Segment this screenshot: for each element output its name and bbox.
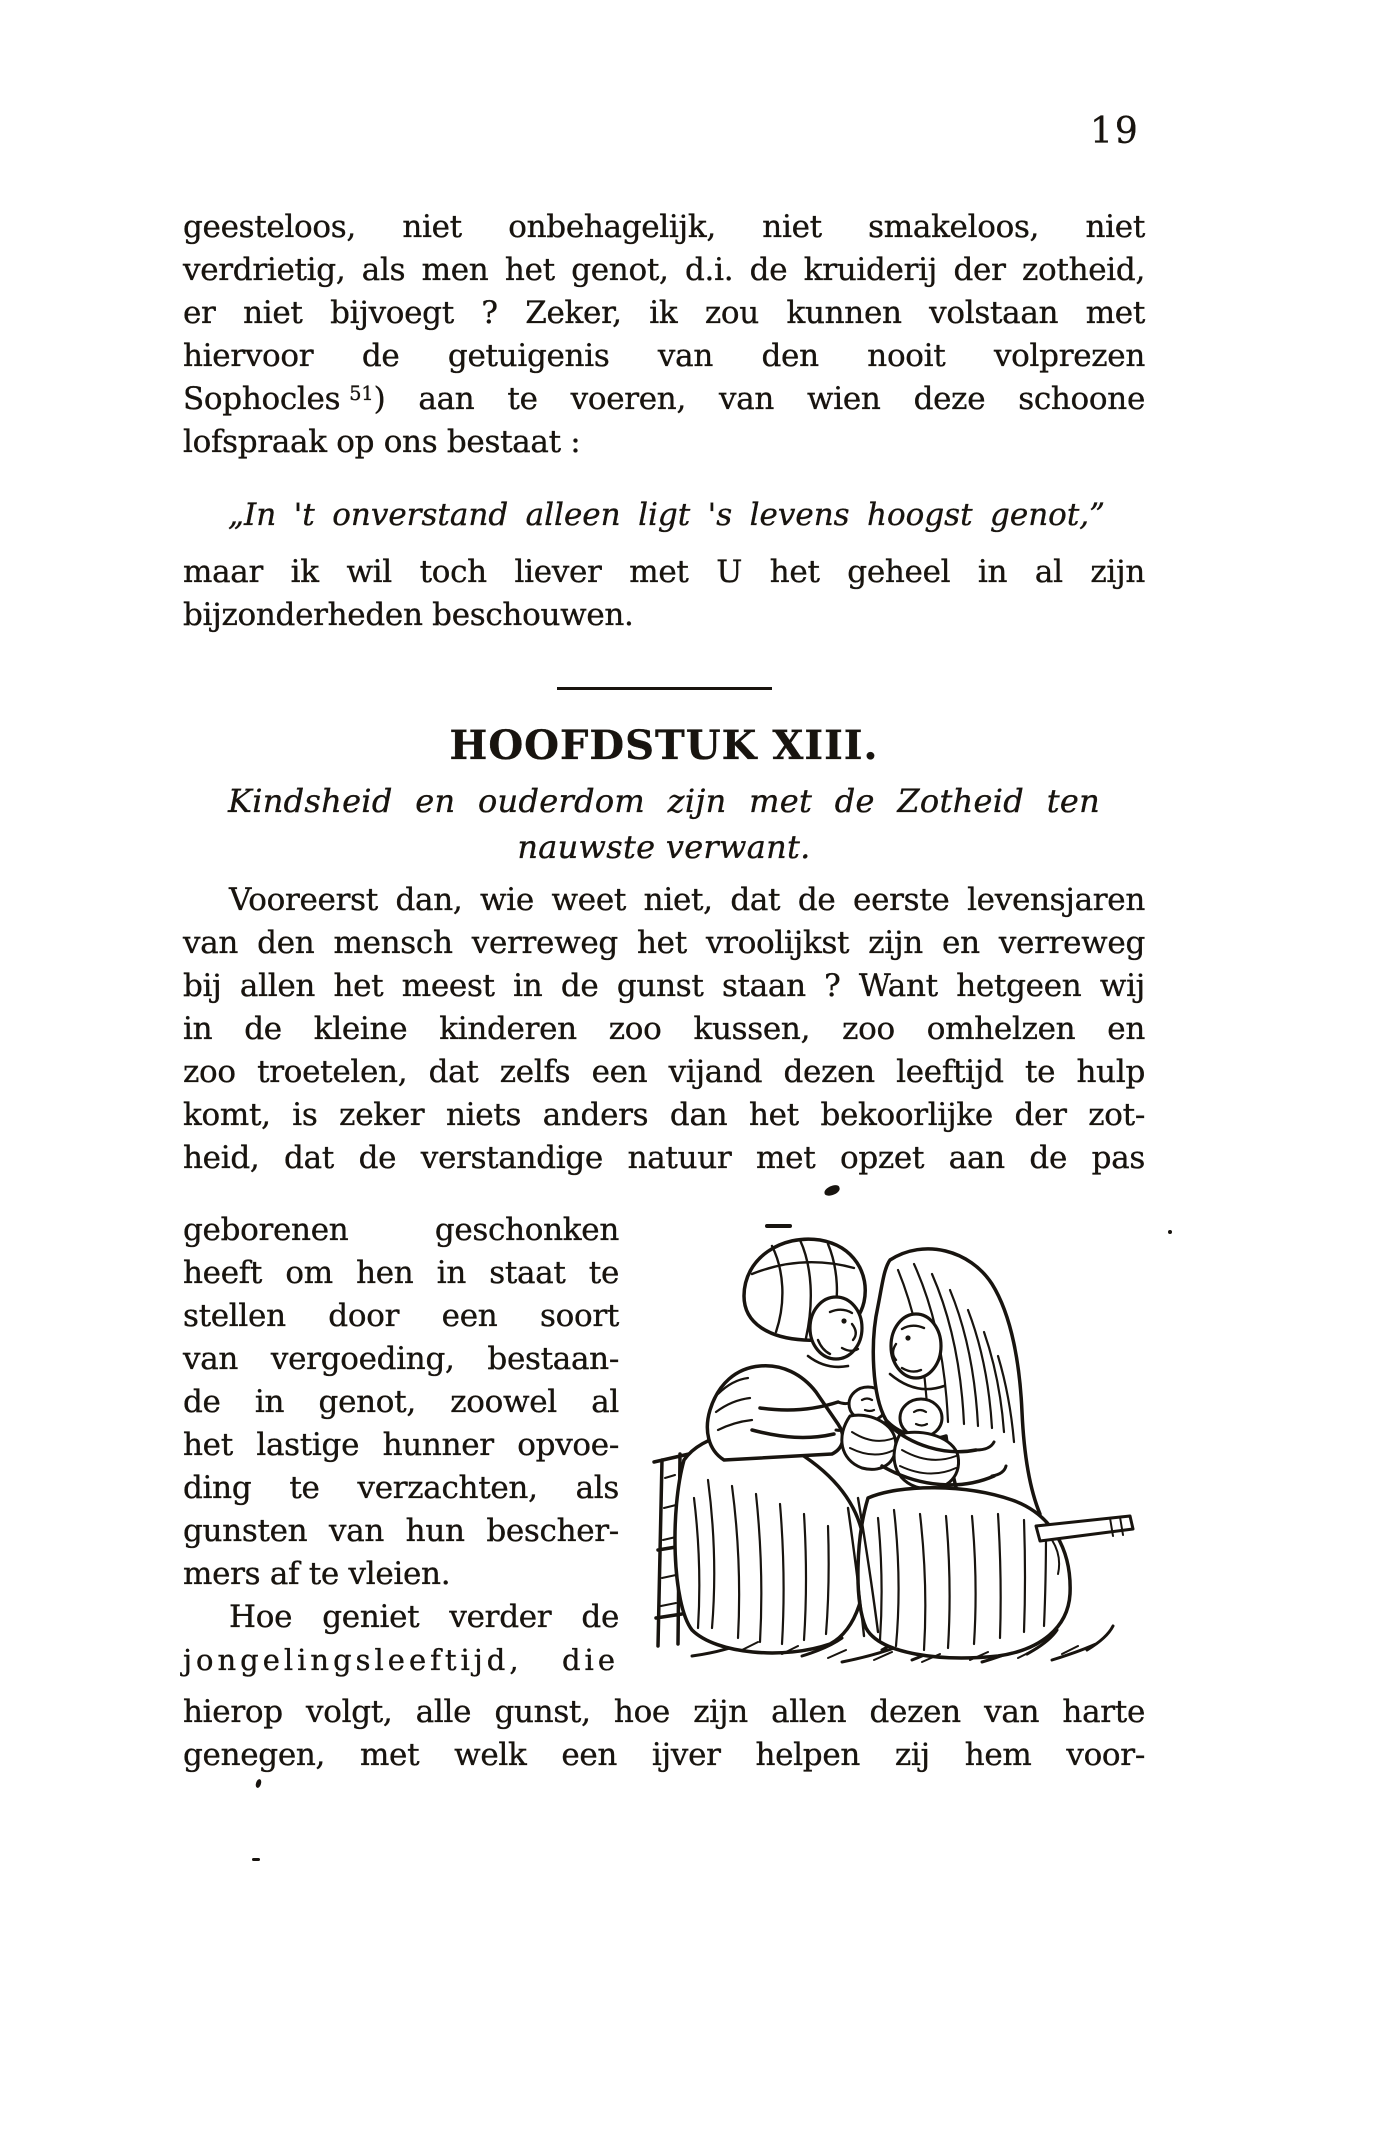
text-line-sophocles <box>183 378 1145 421</box>
sophocles-name: Sophocles <box>183 381 341 417</box>
section-divider <box>557 687 772 690</box>
verse-quote: „In 't onverstand alleen ligt 's levens hoogst genot,” <box>228 497 1105 533</box>
chapter-subtitle-line: nauwste verwant. <box>517 828 811 866</box>
page-number: 19 <box>1090 111 1140 152</box>
text-line: ding te verzachten, als <box>183 1470 619 1506</box>
ink-spot <box>823 1184 841 1198</box>
text-line: zoo troetelen, dat zelfs een vijand dezen leeftijd te hulp <box>183 1054 1145 1090</box>
text-line: hierop volgt, alle gunst, hoe zijn allen dezen van harte <box>183 1694 1145 1730</box>
text-line: de in genot, zoowel al <box>183 1384 619 1420</box>
text-line: geesteloos, niet onbehagelijk, niet smakeloos, niet <box>183 209 1145 245</box>
text-line: komt, is zeker niets anders dan het bekoorlijke der zot- <box>183 1097 1145 1133</box>
text-line: hiervoor de getuigenis van den nooit volprezen <box>183 338 1145 374</box>
woodcut-two-nurses-with-infants <box>632 1198 1207 1668</box>
text-line: van den mensch verreweg het vroolijkst zijn en verreweg <box>183 925 1145 961</box>
text-column-beside-illustration <box>183 1209 619 1682</box>
bottom-paragraph <box>183 1691 1145 1777</box>
text-line: stellen door een soort <box>183 1298 619 1334</box>
text-line: geborenen geschonken <box>183 1212 619 1248</box>
chapter-subtitle <box>228 778 1100 870</box>
ink-spot <box>765 1224 792 1228</box>
ink-spot <box>255 1778 263 1788</box>
text-line: Vooreerst dan, wie weet niet, dat de eerste levensjaren <box>229 882 1145 918</box>
text-line: bijzonderheden beschouwen. <box>183 597 634 633</box>
text-line: in de kleine kinderen zoo kussen, zoo omhelzen en <box>183 1011 1145 1047</box>
sophocles-rest: ) aan te voeren, van wien deze schoone <box>373 381 1145 417</box>
text-line: bij allen het meest in de gunst staan ? Want hetgeen wij <box>183 968 1145 1004</box>
text-line: maar ik wil toch liever met U het geheel in al zijn <box>183 554 1145 590</box>
text-line: genegen, met welk een ijver helpen zij hem voor- <box>183 1737 1145 1773</box>
text-line: lofspraak op ons bestaat : <box>183 424 581 460</box>
intro-paragraph <box>183 206 1145 464</box>
text-line: van vergoeding, bestaan- <box>183 1341 619 1377</box>
chapter-subtitle-line: Kindsheid en ouderdom zijn met de Zotheid ten <box>228 782 1100 820</box>
text-line: Hoe geniet verder de <box>229 1599 619 1635</box>
chapter-paragraph <box>183 879 1145 1180</box>
text-line: heid, dat de verstandige natuur met opzet aan de pas <box>183 1140 1145 1176</box>
text-line: heeft om hen in staat te <box>183 1255 619 1291</box>
text-line: gunsten van hun bescher- <box>183 1513 619 1549</box>
chapter-heading: HOOFDSTUK XIII. <box>449 722 879 769</box>
ink-spot <box>252 1858 260 1861</box>
text-line: er niet bijvoegt ? Zeker, ik zou kunnen volstaan met <box>183 295 1145 331</box>
after-quote-paragraph <box>183 551 1145 637</box>
footnote-reference: 51 <box>349 382 374 406</box>
text-line-letterspaced: jongelingsleeftijd, die <box>183 1643 619 1677</box>
text-line: verdrietig, als men het genot, d.i. de kruiderij der zotheid, <box>183 252 1145 288</box>
woodcut-illustration <box>632 1198 1207 1668</box>
text-line: het lastige hunner opvoe- <box>183 1427 619 1463</box>
text-line: mers af te vleien. <box>183 1556 451 1592</box>
ink-spot <box>1168 1230 1172 1234</box>
